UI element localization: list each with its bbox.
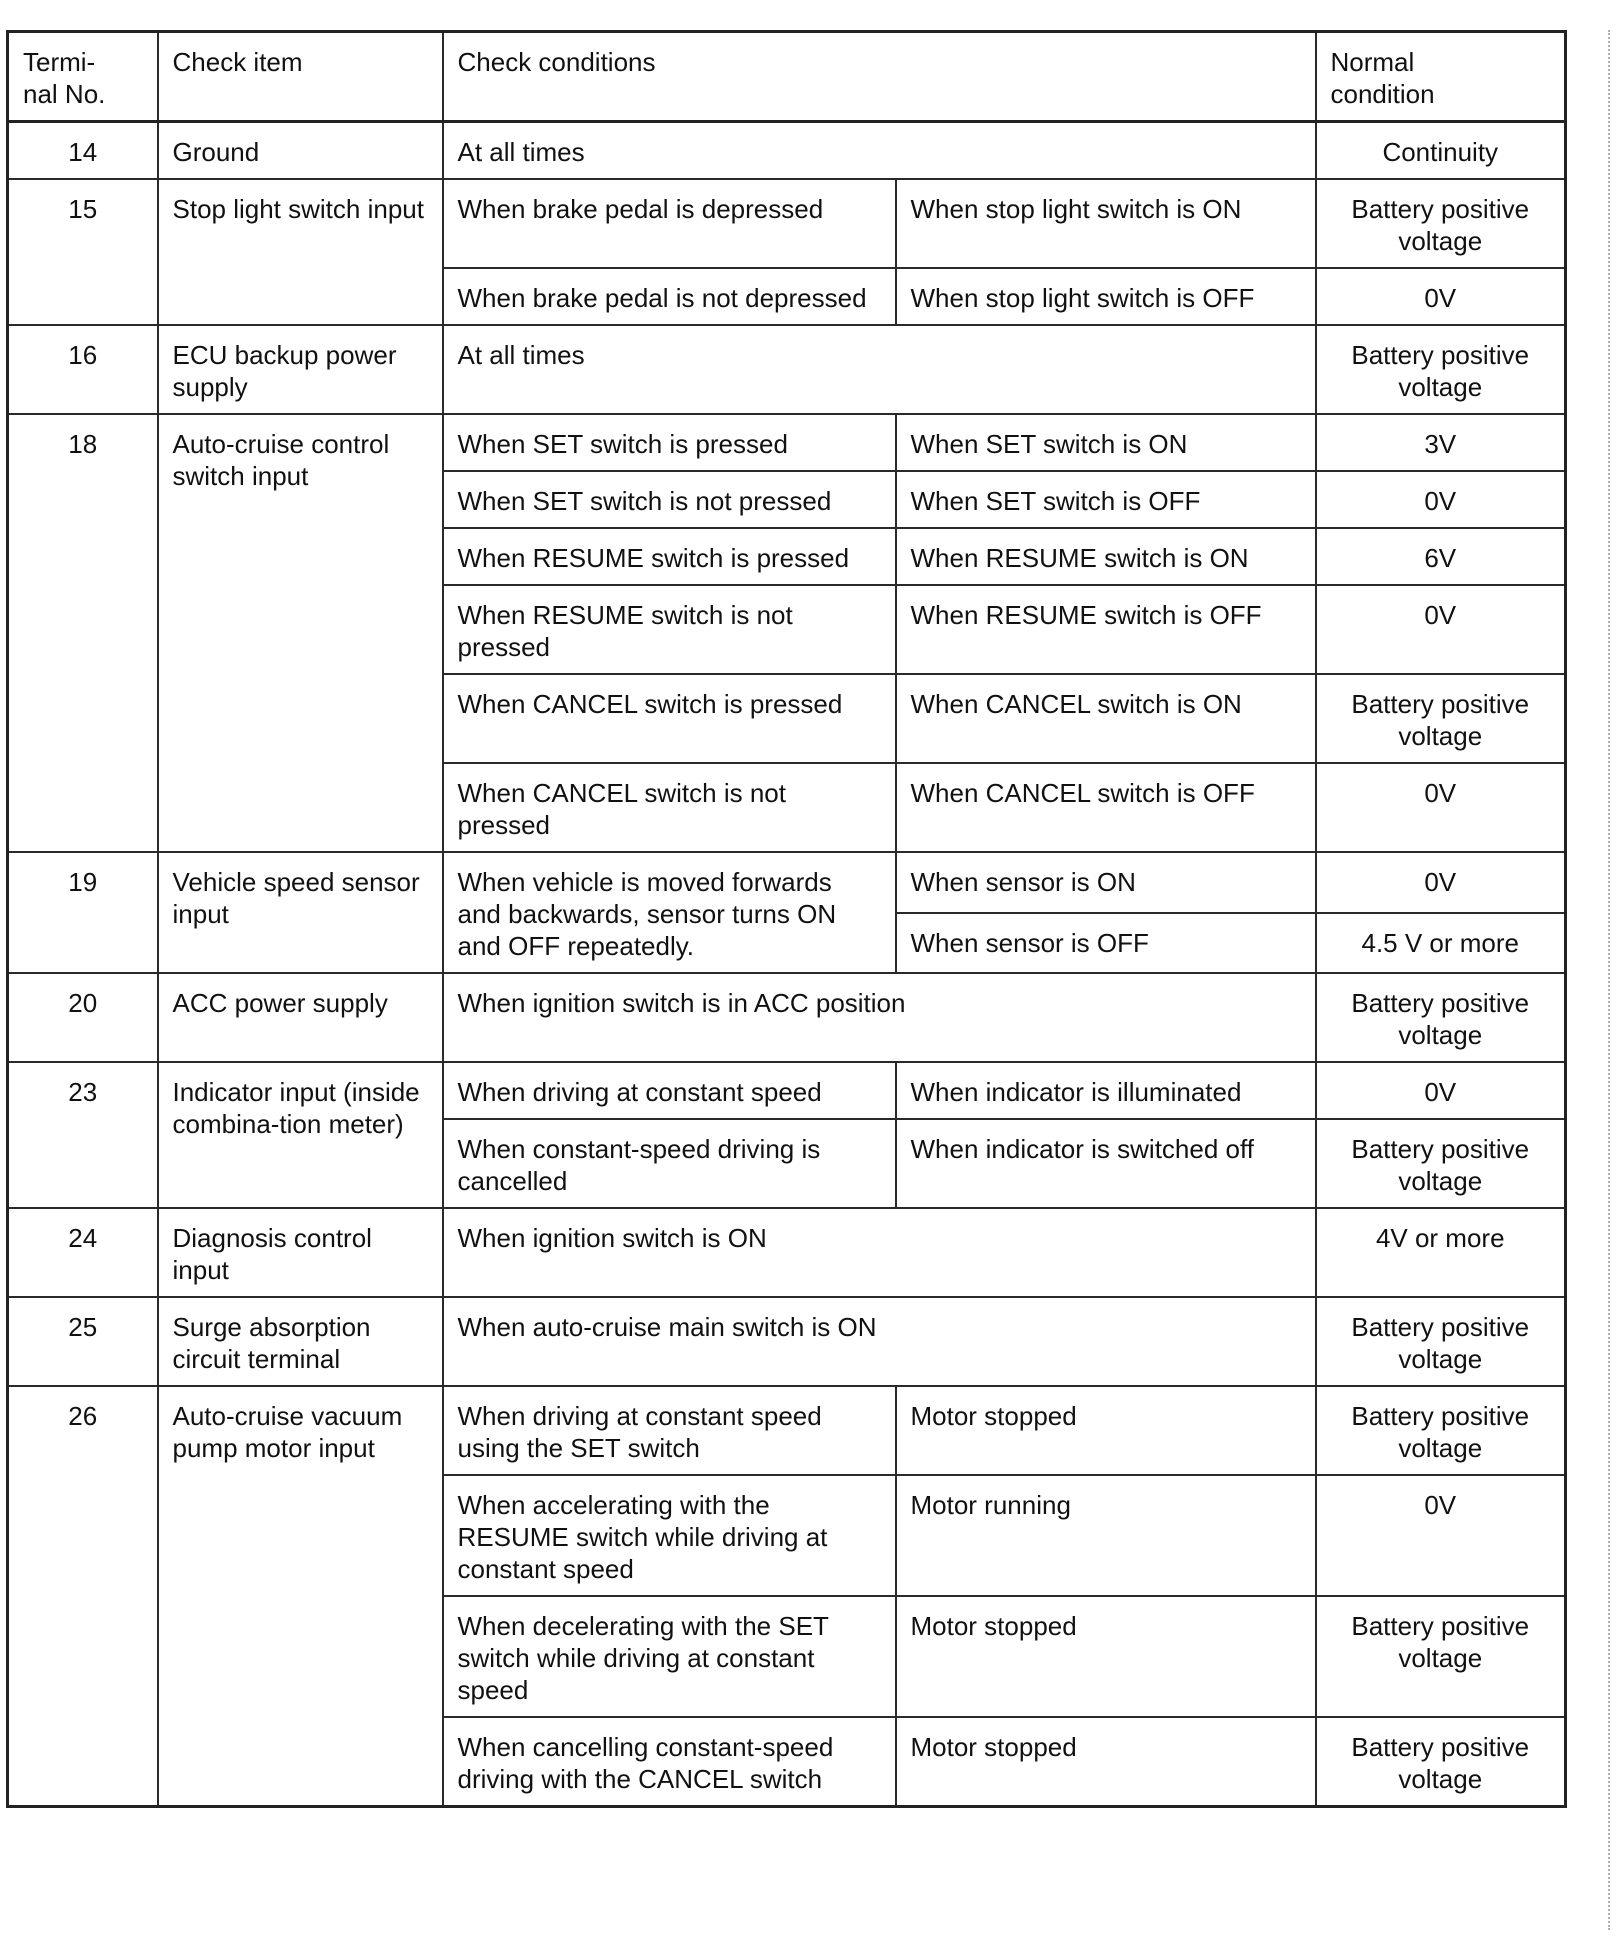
check-state: When RESUME switch is ON — [896, 528, 1316, 585]
check-condition: When brake pedal is depressed — [443, 179, 896, 268]
normal-condition: Battery positive voltage — [1316, 1717, 1566, 1807]
normal-condition: 0V — [1316, 763, 1566, 852]
table-row-terminal-24 — [8, 1208, 1566, 1297]
check-item: ECU backup power supply — [158, 325, 443, 414]
header-normal-line2: condition — [1330, 79, 1435, 109]
check-state: Motor stopped — [896, 1386, 1316, 1475]
check-condition: When accelerating with the RESUME switch while driving at constant speed — [443, 1475, 896, 1596]
check-condition: At all times — [443, 122, 1316, 180]
table-row-terminal-18 — [8, 414, 1566, 471]
check-condition: When vehicle is moved forwards and backwards, sensor turns ON and OFF repeatedly. — [443, 852, 896, 973]
check-state: When indicator is switched off — [896, 1119, 1316, 1208]
normal-condition: 0V — [1316, 852, 1566, 913]
check-state: When stop light switch is OFF — [896, 268, 1316, 325]
header-terminal-line1: Termi- — [23, 47, 96, 77]
terminal-number: 18 — [8, 414, 158, 852]
header-terminal-line2: nal No. — [23, 79, 106, 109]
normal-condition: Battery positive voltage — [1316, 1119, 1566, 1208]
normal-condition: Battery positive voltage — [1316, 179, 1566, 268]
table-row-terminal-26 — [8, 1386, 1566, 1475]
normal-condition: 0V — [1316, 585, 1566, 674]
check-state: When SET switch is OFF — [896, 471, 1316, 528]
terminal-number: 20 — [8, 973, 158, 1062]
check-state: When RESUME switch is OFF — [896, 585, 1316, 674]
check-item: Surge absorption circuit terminal — [158, 1297, 443, 1386]
normal-condition: 4.5 V or more — [1316, 913, 1566, 974]
table-row-terminal-23 — [8, 1062, 1566, 1119]
table-row-terminal-20 — [8, 973, 1566, 1062]
check-condition: When decelerating with the SET switch while driving at constant speed — [443, 1596, 896, 1717]
terminal-number: 26 — [8, 1386, 158, 1807]
header-row — [8, 32, 1566, 122]
check-condition: When ignition switch is in ACC position — [443, 973, 1316, 1062]
table-row-terminal-14 — [8, 122, 1566, 180]
normal-condition: 0V — [1316, 268, 1566, 325]
check-condition: When auto-cruise main switch is ON — [443, 1297, 1316, 1386]
check-state: When stop light switch is ON — [896, 179, 1316, 268]
check-condition: When brake pedal is not depressed — [443, 268, 896, 325]
header-normal-line1: Normal — [1330, 47, 1415, 77]
normal-condition: Battery positive voltage — [1316, 1386, 1566, 1475]
check-state: Motor stopped — [896, 1717, 1316, 1807]
check-condition: When CANCEL switch is not pressed — [443, 763, 896, 852]
check-condition: When SET switch is not pressed — [443, 471, 896, 528]
header-normal-condition — [1316, 32, 1566, 122]
terminal-number: 16 — [8, 325, 158, 414]
normal-condition: Battery positive voltage — [1316, 674, 1566, 763]
check-condition: When constant-speed driving is cancelled — [443, 1119, 896, 1208]
ecu-terminal-check-table — [6, 30, 1567, 1808]
check-item: Auto-cruise control switch input — [158, 414, 443, 852]
check-condition: When driving at constant speed using the SET switch — [443, 1386, 896, 1475]
table-row-terminal-19 — [8, 852, 1566, 913]
normal-condition: 6V — [1316, 528, 1566, 585]
check-state: When sensor is OFF — [896, 913, 1316, 974]
check-state: When CANCEL switch is OFF — [896, 763, 1316, 852]
check-condition: When driving at constant speed — [443, 1062, 896, 1119]
check-condition: At all times — [443, 325, 1316, 414]
normal-condition: Battery positive voltage — [1316, 1596, 1566, 1717]
check-condition: When SET switch is pressed — [443, 414, 896, 471]
check-state: When SET switch is ON — [896, 414, 1316, 471]
check-item: Auto-cruise vacuum pump motor input — [158, 1386, 443, 1807]
check-item: Diagnosis control input — [158, 1208, 443, 1297]
terminal-number: 19 — [8, 852, 158, 973]
check-condition: When RESUME switch is pressed — [443, 528, 896, 585]
table-row-terminal-16 — [8, 325, 1566, 414]
check-condition: When CANCEL switch is pressed — [443, 674, 896, 763]
terminal-number: 24 — [8, 1208, 158, 1297]
terminal-number: 14 — [8, 122, 158, 180]
terminal-number: 15 — [8, 179, 158, 325]
check-condition: When ignition switch is ON — [443, 1208, 1316, 1297]
check-state: When CANCEL switch is ON — [896, 674, 1316, 763]
terminal-number: 25 — [8, 1297, 158, 1386]
check-condition: When cancelling constant-speed driving with the CANCEL switch — [443, 1717, 896, 1807]
normal-condition: 3V — [1316, 414, 1566, 471]
normal-condition: Battery positive voltage — [1316, 1297, 1566, 1386]
normal-condition: Continuity — [1316, 122, 1566, 180]
check-item: Vehicle speed sensor input — [158, 852, 443, 973]
header-check-conditions: Check conditions — [443, 32, 1316, 122]
table-row-terminal-15 — [8, 179, 1566, 268]
header-check-item: Check item — [158, 32, 443, 122]
check-item: Stop light switch input — [158, 179, 443, 325]
check-state: Motor running — [896, 1475, 1316, 1596]
check-item: Ground — [158, 122, 443, 180]
check-item: Indicator input (inside combina-tion meter) — [158, 1062, 443, 1208]
table-row-terminal-25 — [8, 1297, 1566, 1386]
check-state: When indicator is illuminated — [896, 1062, 1316, 1119]
check-item: ACC power supply — [158, 973, 443, 1062]
normal-condition: Battery positive voltage — [1316, 325, 1566, 414]
header-terminal-no — [8, 32, 158, 122]
check-condition: When RESUME switch is not pressed — [443, 585, 896, 674]
normal-condition: 0V — [1316, 1062, 1566, 1119]
ecu-terminal-check-table-sheet — [6, 30, 1564, 1808]
normal-condition: Battery positive voltage — [1316, 973, 1566, 1062]
normal-condition: 0V — [1316, 471, 1566, 528]
normal-condition: 0V — [1316, 1475, 1566, 1596]
page-edge-dotted-line — [1608, 30, 1610, 1930]
terminal-number: 23 — [8, 1062, 158, 1208]
normal-condition: 4V or more — [1316, 1208, 1566, 1297]
check-state: Motor stopped — [896, 1596, 1316, 1717]
check-state: When sensor is ON — [896, 852, 1316, 913]
